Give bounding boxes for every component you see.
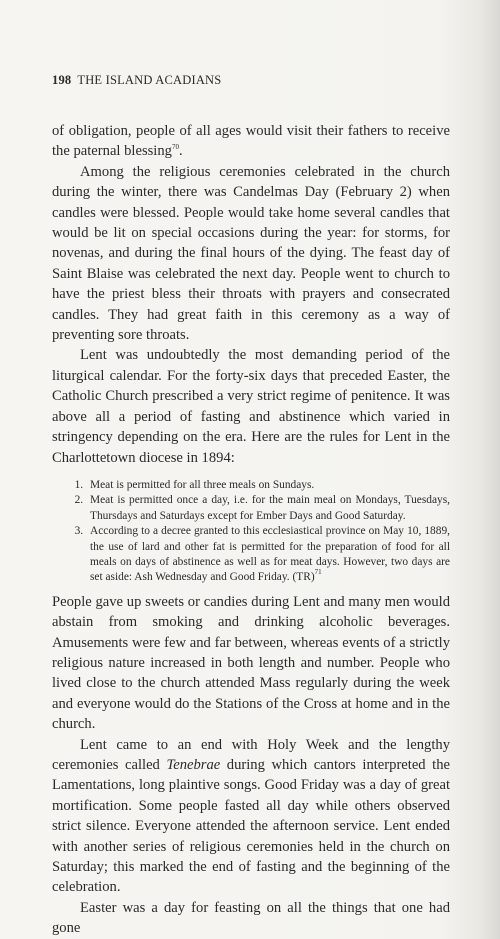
- rule-3-text: According to a decree granted to this ecclesiastical province on May 10, 1889, the use of lard and other fat is permitted for the preparation of food for all meals on days of abstinence as well as for meat days. However, two days are set aside: Ash Wednesday and Good Friday. (TR): [90, 525, 450, 584]
- paragraph-5-part-b: during which cantors interpreted the Lamentations, long plaintive songs. Good Friday was a day of great mortification. Some people fasted all day while others observed strict silence. Everyone attended the afternoon service. Lent ended with another series of religious ceremonies held in the church on Saturday; this marked the end of fasting and the beginning of the celebration.: [52, 757, 451, 896]
- footnote-ref-70: 70: [171, 143, 179, 152]
- paragraph-4: People gave up sweets or candies during Lent and many men would abstain from smoking and drinking alcoholic beverages. Amusements were few and far between, whereas events of a strictly religious nature increased in both length and number. People who lived close to the church attended Mass regularly during the week and everyone would do the Stations of the Cross at home and in the church.: [52, 593, 450, 733]
- paragraph-3: Lent was undoubtedly the most demanding period of the liturgical calendar. For the forty-six days that preceded Easter, the Catholic Church prescribed a very strict regime of penitence. It was above all a period of fasting and abstinence which varied in stringency depending on the era. Here are the rules for Lent in the Charlottetown diocese in 1894:: [52, 347, 450, 466]
- lent-rules-list: [52, 478, 450, 586]
- running-header: [52, 73, 221, 88]
- paragraph-5-part-a: Lent came to an end with Holy Week and the lengthy ceremonies called: [52, 736, 450, 773]
- running-title: THE ISLAND ACADIANS: [77, 73, 222, 87]
- paragraph-2: Among the religious ceremonies celebrated in the church during the winter, there was Candelmas Day (February 2) when candles were blessed. People would take home several candles that would be lit on special occasions during the year: for storms, for novenas, and during the final hours of the dying. The feast day of Saint Blaise was celebrated the next day. People went to church to have the priest bless their throats with prayers and consecrated candles. They had great faith in this ceremony as a way of preventing sore throats.: [52, 163, 450, 344]
- paragraph-1-end: .: [178, 143, 183, 160]
- rule-item: [86, 524, 450, 586]
- rule-item: 1. Meat is permitted for all three meals on Sundays.: [86, 478, 450, 493]
- body-text: [52, 121, 450, 939]
- tenebrae-term: Tenebrae: [166, 757, 221, 773]
- paragraph-1: [52, 121, 450, 162]
- footnote-ref-71: 71: [314, 568, 322, 577]
- paragraph-1-text: of obligation, people of all ages would visit their fathers to receive the paternal blessing: [52, 123, 450, 160]
- paragraph-6: Easter was a day for feasting on all the things that one had gone: [52, 899, 450, 937]
- page-number: 198: [52, 73, 72, 87]
- paragraph-5: [52, 735, 450, 898]
- rule-item: 2. Meat is permitted once a day, i.e. for the main meal on Mondays, Tuesdays, Thursdays and Saturdays except for Ember Days and Good Saturday.: [86, 493, 450, 524]
